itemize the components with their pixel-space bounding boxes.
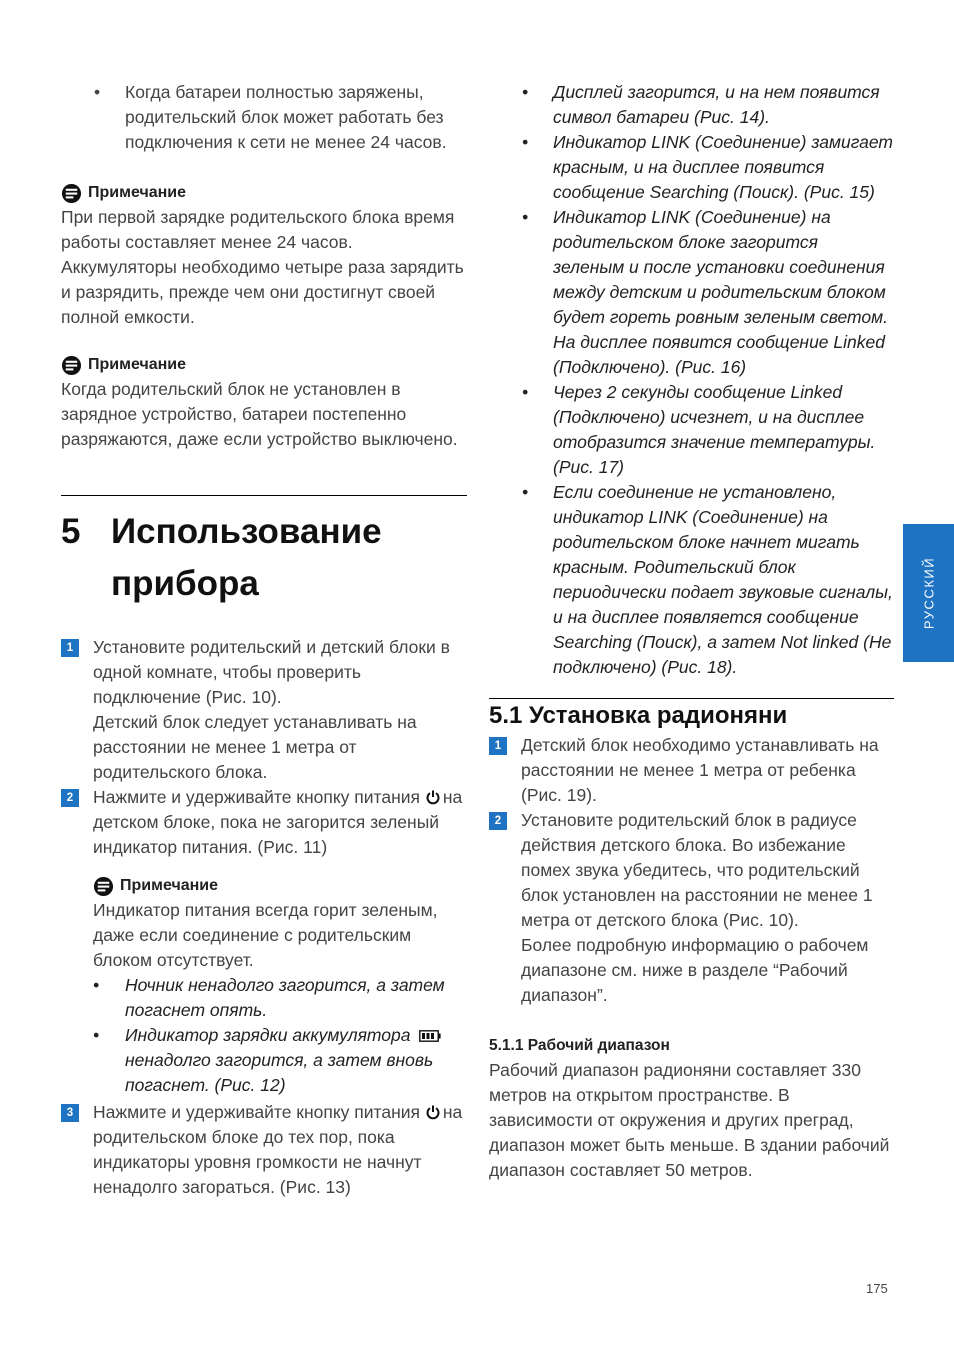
- step-text: Детский блок следует устанавливать на расстоянии не менее 1 метра от родительского блока.: [93, 712, 417, 782]
- note-block: [61, 353, 467, 452]
- subsection-title: 5.1.1 Рабочий диапазон: [489, 1037, 670, 1054]
- power-icon: [425, 789, 441, 805]
- list-item: • Индикатор LINK (Соединение) замигает красным, и на дисплее появится сообщение Searching (Поиск). (Рис. 15): [522, 132, 893, 202]
- bullet-dot: •: [522, 207, 529, 227]
- right-column: [489, 78, 894, 1183]
- list-item: • Через 2 секунды сообщение Linked (Подключено) исчезнет, и на дисплее отобразится значение температуры. (Рис. 17): [522, 382, 876, 477]
- language-tab: [903, 524, 954, 662]
- list-item: [61, 80, 467, 155]
- step-badge: 1: [489, 737, 507, 755]
- note-icon: [93, 876, 114, 897]
- step-item: [489, 808, 894, 1008]
- step-text: на родительском блоке до тех пор, пока индикаторы уровня громкости не начнут ненадолго загораться. (Рис. 13): [93, 1102, 463, 1197]
- note-text: При первой зарядке родительского блока время работы составляет менее 24 часов. Аккумуляторы необходимо четыре раза зарядить и разрядить, прежде чем они достигнут своей полной емкости.: [61, 207, 464, 327]
- note-text: Индикатор питания всегда горит зеленым, даже если соединение с родительским блоком отсутствует.: [93, 900, 438, 970]
- list-item: • Ночник ненадолго загорится, а затем погаснет опять.: [93, 975, 445, 1020]
- note-heading: Примечание: [93, 874, 467, 898]
- note-heading: Примечание: [61, 181, 467, 205]
- step-badge: 2: [489, 812, 507, 830]
- list-item: • Дисплей загорится, и на нем появится символ батареи (Рис. 14).: [522, 82, 880, 127]
- step-text: Нажмите и удерживайте кнопку питания: [93, 787, 420, 807]
- bullet-dot: •: [93, 975, 100, 995]
- step-text: Установите родительский и детский блоки в одной комнате, чтобы проверить подключение (Рис. 10).: [93, 637, 450, 707]
- note-heading: Примечание: [61, 353, 467, 377]
- left-column: [61, 78, 467, 1200]
- step-badge: 2: [61, 789, 79, 807]
- step-text: на детском блоке, пока не загорится зеленый индикатор питания. (Рис. 11): [93, 787, 463, 857]
- step-text: Детский блок необходимо устанавливать на расстоянии не менее 1 метра от ребенка (Рис. 19).: [521, 735, 879, 805]
- battery-icon: [419, 1030, 441, 1042]
- bullet-text: Когда батареи полностью заряжены, родительский блок может работать без подключения к сети не менее 24 часов.: [125, 82, 447, 152]
- bullet-dot: •: [522, 482, 529, 502]
- note-icon: [61, 355, 82, 376]
- section-title: 5.1 Установка радионяни: [489, 702, 788, 729]
- page-number: 175: [866, 1281, 888, 1296]
- language-label: РУССКИЙ: [921, 556, 936, 630]
- chapter-divider: [61, 495, 467, 496]
- note-block: [61, 874, 467, 1098]
- step-text: Более подробную информацию о рабочем диапазоне см. ниже в разделе “Рабочий диапазон”.: [521, 935, 869, 1005]
- step-item: [61, 785, 467, 860]
- step-text: Установите родительский блок в радиусе действия детского блока. Во избежание помех звука убедитесь, что родительский блок установлен на расстоянии не менее 1 метра от детского блока (Рис. 10).: [521, 810, 873, 930]
- list-item: • Индикатор зарядки аккумулятора ненадолго загорится, а затем вновь погаснет. (Рис. 12): [93, 1023, 467, 1098]
- step-item: [61, 1100, 467, 1200]
- power-icon: [425, 1104, 441, 1120]
- bullet-dot: •: [94, 82, 101, 102]
- bullet-dot: •: [522, 82, 529, 102]
- chapter-title: Использование прибора: [111, 512, 382, 603]
- step-badge: 3: [61, 1104, 79, 1122]
- subsection-text: Рабочий диапазон радионяни составляет 330 метров на открытом пространстве. В зависимости от окружения и других преград, диапазон может быть меньше. В здании рабочий диапазон составляет 50 метров.: [489, 1060, 890, 1180]
- bullet-dot: •: [93, 1025, 100, 1045]
- note-block: [61, 181, 467, 330]
- chapter-heading: [61, 506, 467, 610]
- result-list: [489, 80, 894, 680]
- step-item: [489, 733, 894, 808]
- note-text: Когда родительский блок не установлен в зарядное устройство, батареи постепенно разряжаются, даже если устройство выключено.: [61, 379, 458, 449]
- step-badge: 1: [61, 639, 79, 657]
- bullet-dot: •: [522, 132, 529, 152]
- bullet-dot: •: [522, 382, 529, 402]
- note-icon: [61, 183, 82, 204]
- list-item: • Индикатор LINK (Соединение) на родительском блоке загорится зеленым и после установки соединения между детским и родительским блоком будет гореть ровным зеленым светом. На дисплее появится сообщение Linked (Подключено). (Рис. 16): [522, 207, 888, 377]
- step-text: Нажмите и удерживайте кнопку питания: [93, 1102, 420, 1122]
- chapter-number: 5: [61, 512, 81, 551]
- step-item: [61, 635, 467, 785]
- list-item: • Если соединение не установлено, индикатор LINK (Соединение) на родительском блоке начнет мигать красным. Родительский блок периодически подает звуковые сигналы, и на дисплее появляется сообщение Searching (Поиск), а затем Not linked (Не подключено) (Рис. 18).: [522, 482, 893, 677]
